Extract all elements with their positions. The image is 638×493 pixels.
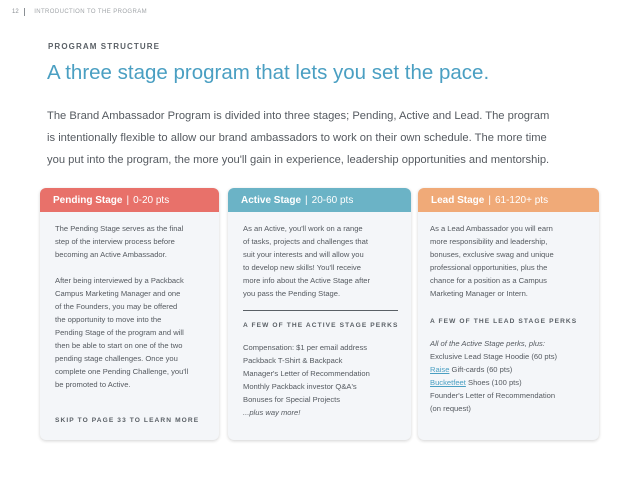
body-line: bonuses, exclusive swag and unique [430, 250, 554, 259]
intro-line: you put into the program, the more you'll gain in experience, leadership opportunities and mentorship. [47, 154, 550, 166]
bucketfeet-link[interactable]: Bucketfeet [430, 378, 466, 387]
perk-item: Exclusive Lead Stage Hoodie (60 pts) [430, 352, 558, 361]
stage-name: Active Stage [241, 194, 302, 206]
page-header [12, 7, 147, 17]
stage-separator: | [305, 194, 308, 206]
perks-intro: All of the Active Stage perks, plus: [430, 339, 545, 348]
intro-line: The Brand Ambassador Program is divided into three stages; Pending, Active and Lead. The program [47, 110, 550, 122]
header-section-title: INTRODUCTION TO THE PROGRAM [34, 9, 147, 15]
stage-separator: | [126, 194, 130, 206]
section-label: PROGRAM STRUCTURE [48, 42, 161, 51]
perk-text: Gift-cards (60 pts) [449, 365, 513, 374]
skip-to-page-link[interactable]: SKIP TO PAGE 33 TO LEARN MORE [55, 417, 200, 424]
page-number: 12 [12, 9, 19, 15]
active-stage-body [228, 212, 411, 419]
body-line: step of the interview process before [55, 237, 175, 246]
active-stage-header [228, 188, 411, 212]
page-title: A three stage program that lets you set the pace. [47, 61, 490, 84]
body-line: chance for a position as a Campus [430, 276, 547, 285]
body-line: Campus Marketing Manager and one [55, 289, 181, 298]
body-line: As an Active, you'll work on a range [243, 224, 363, 233]
body-line: professional opportunities, plus the [430, 263, 548, 272]
body-line: you pass the Pending Stage. [243, 289, 341, 298]
lead-stage-card [418, 188, 599, 440]
pending-stage-body [40, 212, 219, 391]
body-line: to develop new skills! You'll receive [243, 263, 361, 272]
perks-more: ...plus way more! [243, 408, 301, 417]
lead-stage-body [418, 212, 599, 415]
body-line: becoming an Active Ambassador. [55, 250, 167, 259]
intro-paragraph [47, 105, 597, 171]
raise-link[interactable]: Raise [430, 365, 450, 374]
section-divider [243, 310, 398, 311]
lead-stage-header [418, 188, 599, 212]
perks-heading: A FEW OF THE ACTIVE STAGE PERKS [243, 322, 399, 329]
body-line: suit your interests and will allow you [243, 250, 364, 259]
perk-item: Bonuses for Special Projects [243, 395, 341, 404]
body-line: more responsibility and leadership, [430, 237, 548, 246]
perk-item: Manager's Letter of Recommendation [243, 369, 370, 378]
perk-item [430, 376, 587, 389]
perk-item: Monthly Packback investor Q&A's [243, 382, 357, 391]
body-line: be promoted to Active. [55, 380, 131, 389]
body-line: then be able to start on one of the two [55, 341, 183, 350]
body-line: of tasks, projects and challenges that [243, 237, 368, 246]
perks-heading: A FEW OF THE LEAD STAGE PERKS [430, 318, 578, 325]
body-line: The Pending Stage serves as the final [55, 224, 184, 233]
body-line: pending stage challenges. Once you [55, 354, 178, 363]
perk-item: Founder's Letter of Recommendation [430, 391, 556, 400]
perk-text: Shoes (100 pts) [465, 378, 522, 387]
perk-item: Packback T-Shirt & Backpack [243, 356, 343, 365]
stage-points: 20-60 pts [311, 194, 354, 206]
perk-item: Compensation: $1 per email address [243, 343, 368, 352]
stage-points: 0-20 pts [133, 194, 170, 206]
body-line: Marketing Manager or Intern. [430, 289, 528, 298]
body-line: Pending Stage of the program and will [55, 328, 184, 337]
body-line: the opportunity to move into the [55, 315, 162, 324]
body-line: of the Founders, you may be offered [55, 302, 178, 311]
stage-name: Pending Stage [53, 194, 123, 206]
pending-stage-header [40, 188, 219, 212]
body-line: more info about the Active Stage after [243, 276, 371, 285]
active-stage-card [228, 188, 411, 440]
stage-separator: | [488, 194, 491, 206]
stage-name: Lead Stage [431, 194, 485, 206]
intro-line: is intentionally flexible to allow our brand ambassadors to work on their own schedule. The more time [47, 132, 547, 144]
pending-stage-card [40, 188, 219, 440]
header-divider [24, 8, 26, 16]
body-line: complete one Pending Challenge, you'll [55, 367, 189, 376]
perk-item [430, 363, 587, 376]
body-line: After being interviewed by a Packback [55, 276, 184, 285]
stage-points: 61-120+ pts [494, 194, 549, 206]
body-line: As a Lead Ambassador you will earn [430, 224, 553, 233]
perk-item: (on request) [430, 404, 471, 413]
